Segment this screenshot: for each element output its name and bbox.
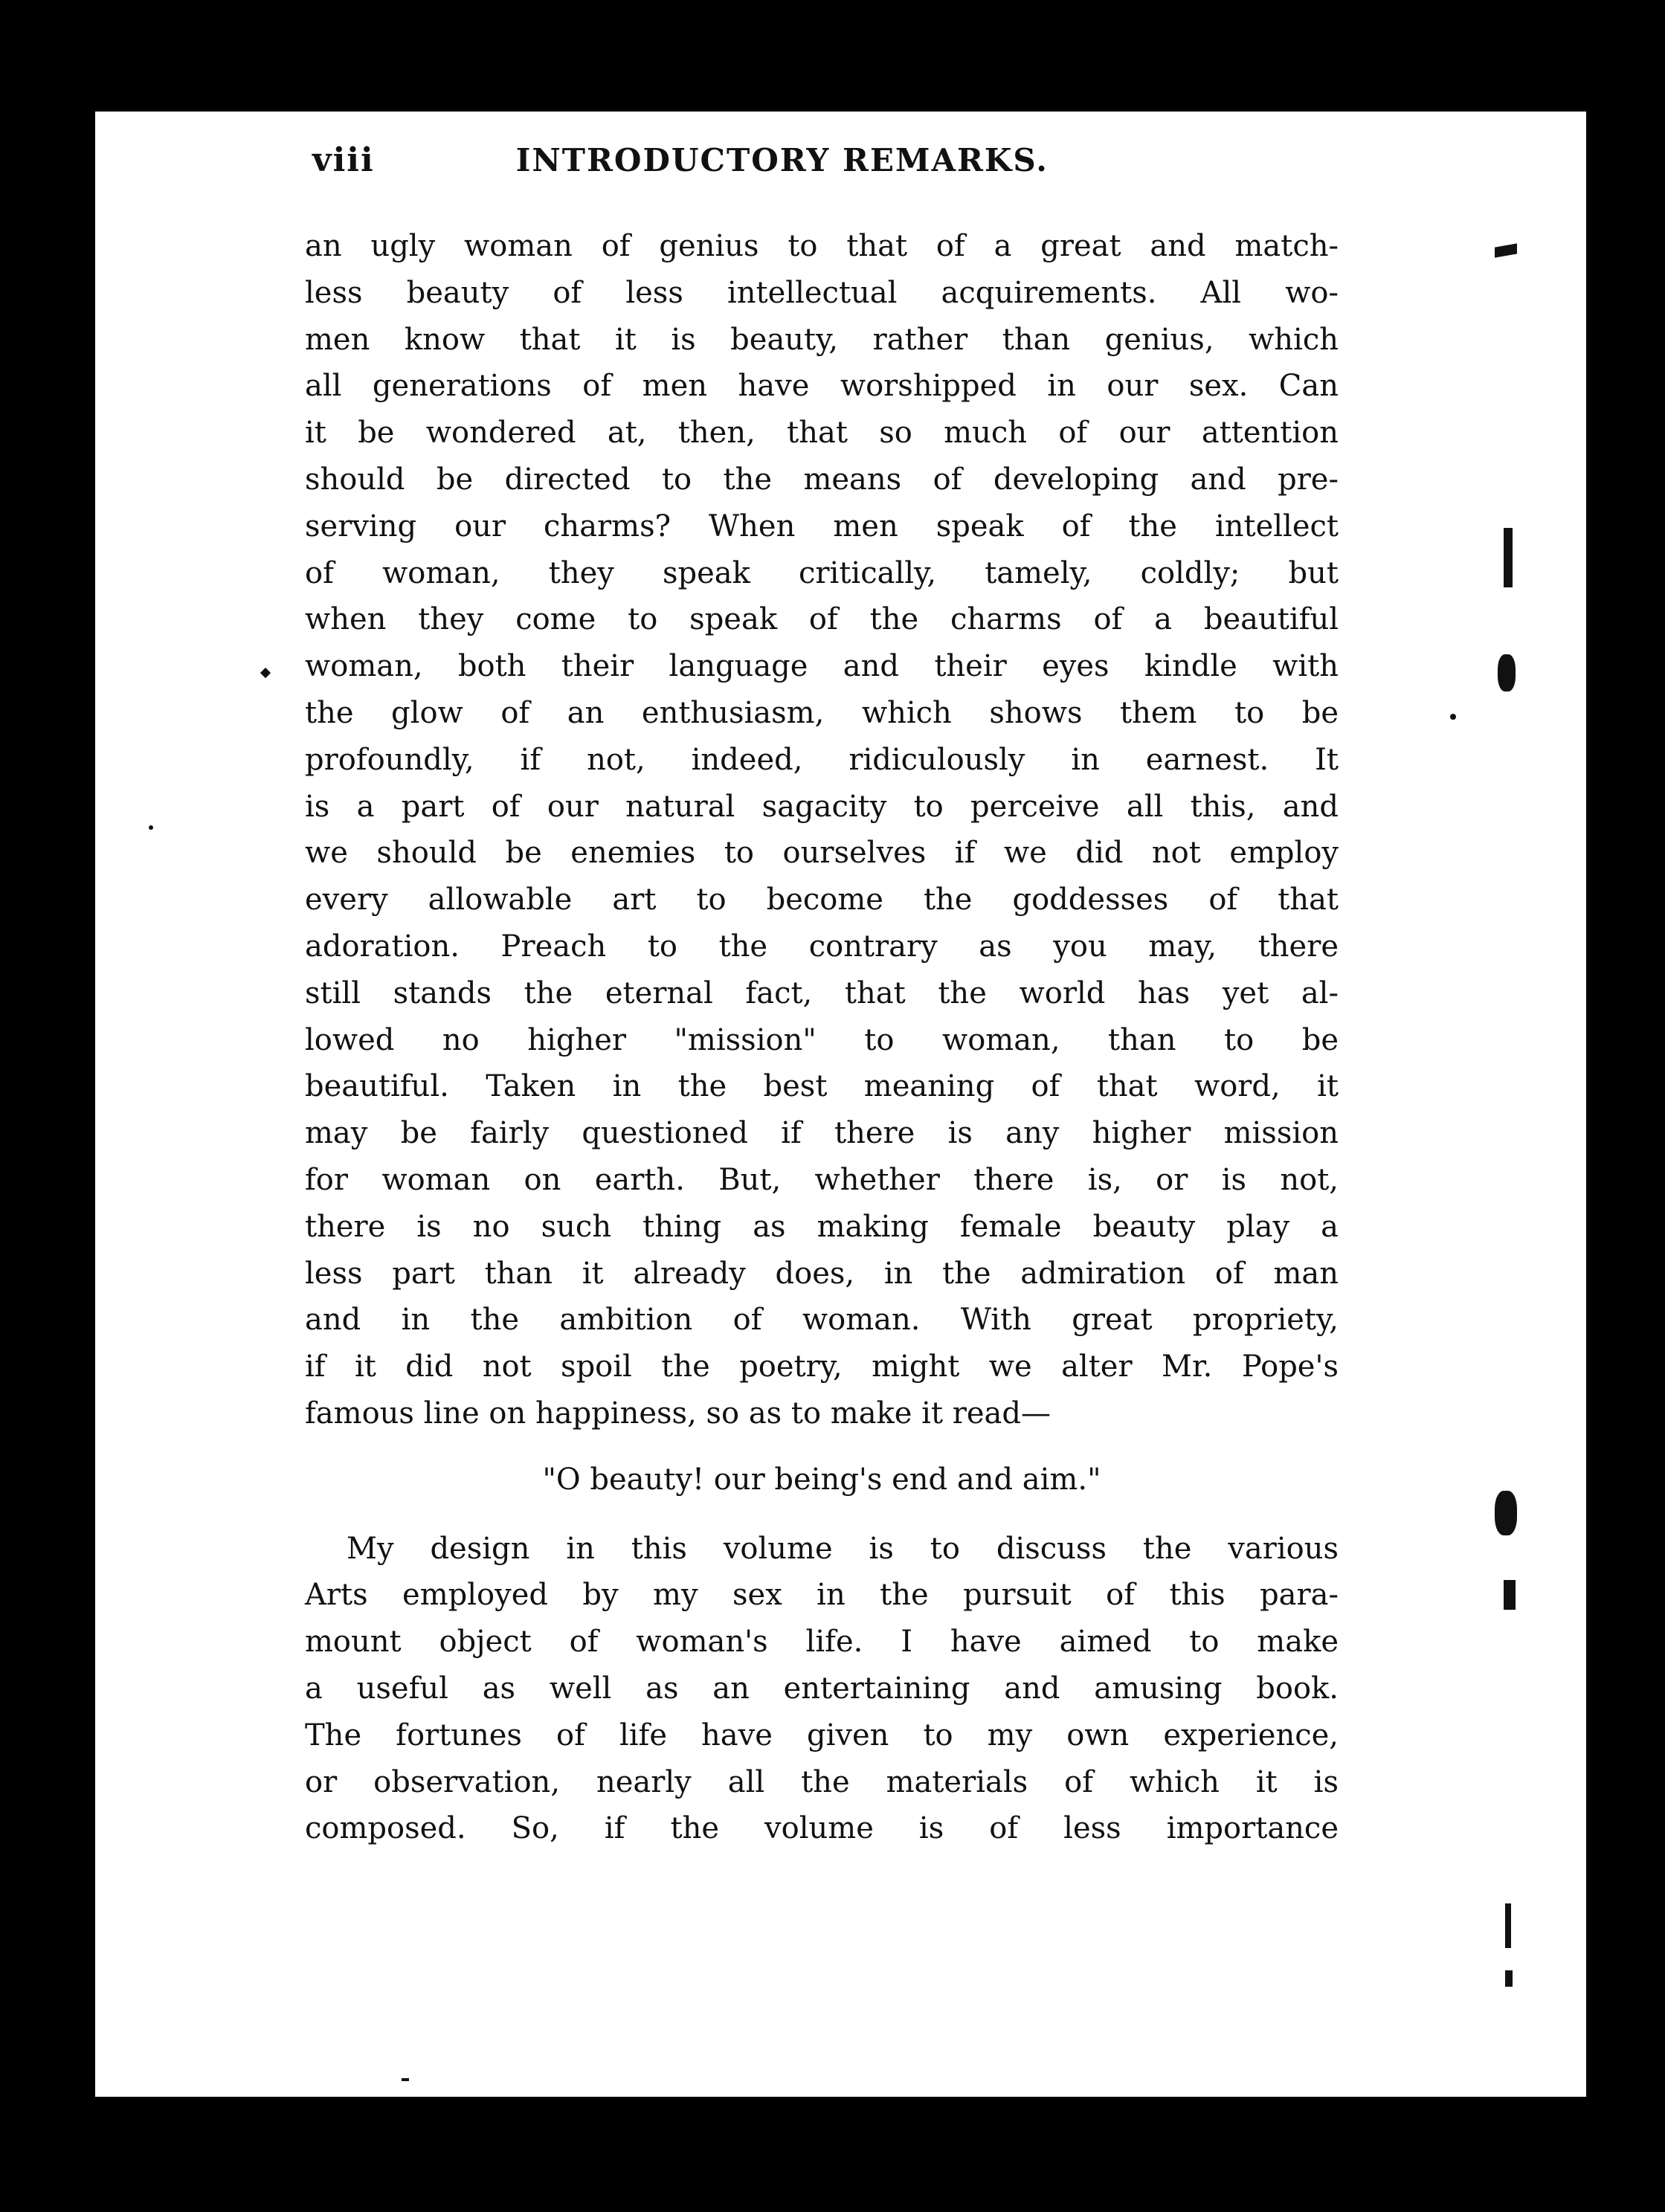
text-line: My design in this volume is to discuss the various xyxy=(347,1531,1339,1566)
text-line: and in the ambition of woman. With great propriety, xyxy=(305,1303,1339,1338)
scan-speck xyxy=(1505,1970,1513,1987)
text-line: is a part of our natural sagacity to perceive all this, and xyxy=(305,789,1339,824)
text-line: a useful as well as an entertaining and amusing book. xyxy=(305,1671,1339,1706)
text-line: all generations of men have worshipped in our sex. Can xyxy=(305,369,1339,404)
scan-speck xyxy=(149,825,153,830)
text-line: less beauty of less intellectual acquirements. All wo- xyxy=(305,275,1339,310)
text-line: woman, both their language and their eyes kindle with xyxy=(305,649,1339,684)
text-line: for woman on earth. But, whether there is, or is not, xyxy=(305,1162,1339,1197)
scan-speck xyxy=(402,2078,409,2081)
text-line: Arts employed by my sex in the pursuit of this para- xyxy=(305,1578,1339,1613)
text-line: mount object of woman's life. I have aimed to make xyxy=(305,1625,1339,1660)
text-line: of woman, they speak critically, tamely, coldly; but xyxy=(305,555,1339,590)
text-line: may be fairly questioned if there is any higher mission xyxy=(305,1116,1339,1151)
text-line: composed. So, if the volume is of less importance xyxy=(305,1811,1339,1846)
scan-speck xyxy=(1495,1491,1517,1535)
text-line: famous line on happiness, so as to make it read— xyxy=(305,1396,1052,1431)
text-line: there is no such thing as making female beauty play a xyxy=(305,1209,1339,1244)
scan-speck xyxy=(1450,714,1456,720)
text-line: should be directed to the means of developing and pre- xyxy=(305,462,1339,497)
verse-quotation: "O beauty! our being's end and aim." xyxy=(542,1462,1101,1497)
text-line: an ugly woman of genius to that of a great and match- xyxy=(305,229,1339,263)
page-header xyxy=(312,141,1353,186)
text-line: less part than it already does, in the admiration of man xyxy=(305,1256,1339,1291)
text-line: it be wondered at, then, that so much of our attention xyxy=(305,416,1339,451)
running-title: INTRODUCTORY REMARKS. xyxy=(515,142,1049,178)
paragraph-2 xyxy=(305,1526,1339,1853)
text-line: we should be enemies to ourselves if we did not employ xyxy=(305,836,1339,871)
text-line: adoration. Preach to the contrary as you may, there xyxy=(305,929,1339,964)
text-line: still stands the eternal fact, that the world has yet al- xyxy=(305,976,1339,1010)
text-line: the glow of an enthusiasm, which shows them to be xyxy=(305,695,1339,730)
text-line: lowed no higher "mission" to woman, than to be xyxy=(305,1022,1339,1057)
text-line: or observation, nearly all the materials of which it is xyxy=(305,1764,1339,1799)
text-line: The fortunes of life have given to my own experience, xyxy=(305,1718,1339,1752)
text-line: serving our charms? When men speak of the intellect xyxy=(305,509,1339,544)
text-line: if it did not spoil the poetry, might we alter Mr. Pope's xyxy=(305,1350,1339,1384)
scan-speck xyxy=(1505,1903,1511,1948)
text-line: beautiful. Taken in the best meaning of that word, it xyxy=(305,1069,1339,1104)
scan-speck xyxy=(1498,654,1516,691)
text-line: men know that it is beauty, rather than genius, which xyxy=(305,322,1339,357)
text-line: when they come to speak of the charms of a beautiful xyxy=(305,602,1339,637)
scan-speck xyxy=(1504,1580,1516,1610)
paragraph-1 xyxy=(305,223,1339,1437)
spacer xyxy=(305,1503,1339,1526)
text-line: profoundly, if not, indeed, ridiculously in earnest. It xyxy=(305,742,1339,777)
page-body xyxy=(305,223,1339,1852)
page-number: viii xyxy=(312,141,375,179)
text-line: every allowable art to become the goddesses of that xyxy=(305,883,1339,918)
scan-speck xyxy=(1504,528,1513,587)
spacer xyxy=(305,1437,1339,1457)
